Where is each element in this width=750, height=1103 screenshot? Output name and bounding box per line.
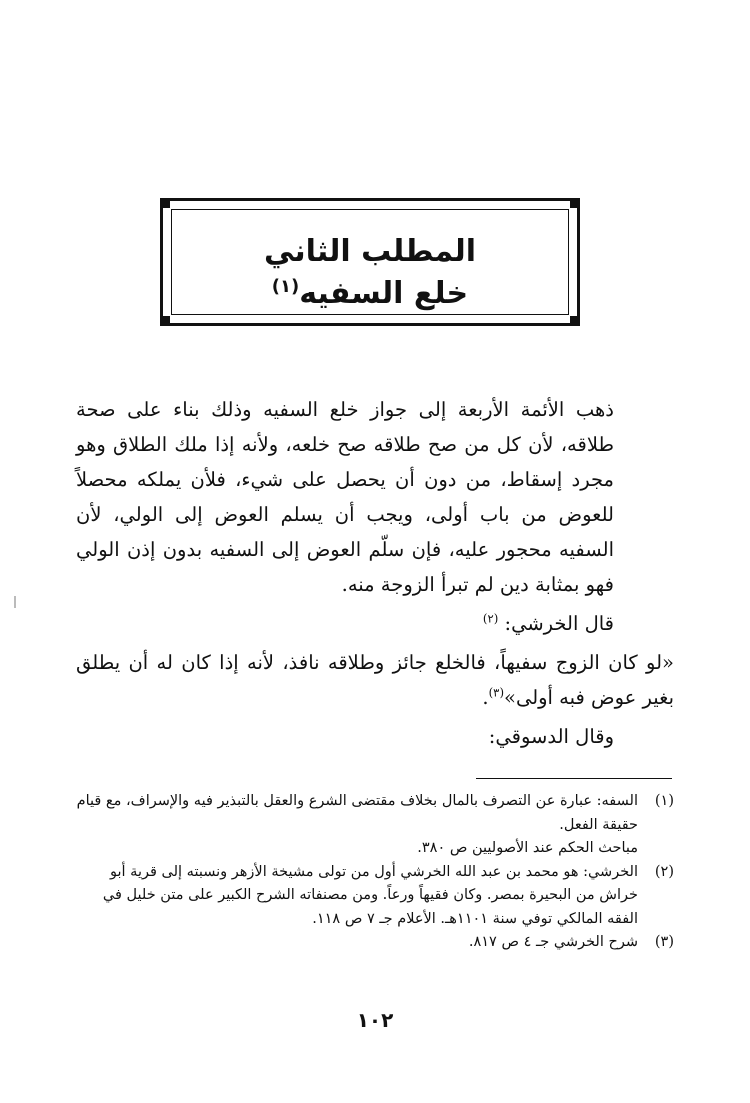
scan-mark — [14, 596, 16, 608]
footnote-source: مباحث الحكم عند الأصوليين ص ٣٨٠. — [417, 840, 638, 856]
footnote-ref-3: (٣) — [488, 685, 505, 700]
quote-end: . — [482, 686, 489, 709]
title-frame — [160, 198, 580, 326]
footnote-text: الخرشي: هو محمد بن عبد الله الخرشي أول من تولى مشيخة الأزهر ونسبته إلى قرية أبو خراش من البحيرة بمصر. وكان فقيهاً ورعاً. ومن مصنفاته الشرح الكبير على متن خليل في الفقه المالكي توفي سنة ١١٠١هـ. الأعلام جـ ٧ ص ١١٨. — [102, 863, 638, 927]
footnote-number: (٢) — [654, 863, 674, 880]
quote-intro-text: قال الخرشي: — [504, 612, 614, 635]
section-subtitle — [172, 276, 568, 311]
footnote-3 — [76, 931, 674, 955]
footnote-number: (٣) — [654, 934, 674, 950]
paragraph-quote-intro — [76, 606, 674, 641]
frame-corner-ornament — [570, 198, 580, 208]
frame-corner-ornament — [160, 198, 170, 208]
footnote-number: (١) — [654, 793, 674, 809]
paragraph-dasuqi: وقال الدسوقي: — [488, 725, 614, 748]
footnote-separator — [476, 778, 672, 779]
frame-corner-ornament — [570, 316, 580, 326]
footnote-ref-1: (١) — [271, 276, 300, 297]
main-text — [76, 392, 674, 754]
subtitle-text: خلع السفيه — [299, 276, 469, 311]
footnote-2 — [76, 861, 674, 932]
frame-corner-ornament — [160, 316, 170, 326]
paragraph-intro: ذهب الأئمة الأربعة إلى جواز خلع السفيه وذلك بناء على صحة طلاقه، لأن كل من صح طلاقه صح خلعه، ولأنه إذا ملك الطلاق وهو مجرد إسقاط، من دون أن يحصل على شيء، فلأن يملكه محصلاً للعوض من باب أولى، ويجب أن يسلم العوض إلى الولي، لأن السفيه محجور عليه، فإن سلّم العوض إلى السفيه بدون إذن الولي فهو بمثابة دين لم تبرأ الزوجة منه. — [76, 398, 614, 596]
quote-text: «لو كان الزوج سفيهاً، فالخلع جائز وطلاقه نافذ، لأنه إذا كان له أن يطلق بغير عوض فبه أولى» — [76, 651, 674, 709]
paragraph-quote — [76, 645, 674, 715]
footnotes — [76, 790, 674, 955]
footnote-ref-2: (٢) — [482, 611, 499, 626]
footnote-text: السفه: عبارة عن التصرف بالمال بخلاف مقتضى الشرع والعقل بالتبذير فيه والإسراف، مع قيام حقيقة الفعل. — [76, 793, 638, 833]
page-number: ١٠٢ — [356, 1008, 394, 1032]
footnote-text: شرح الخرشي جـ ٤ ص ٨١٧. — [468, 934, 638, 950]
section-title: المطلب الثاني — [263, 234, 476, 269]
title-inner-frame — [171, 209, 569, 315]
footnote-1 — [76, 790, 674, 861]
